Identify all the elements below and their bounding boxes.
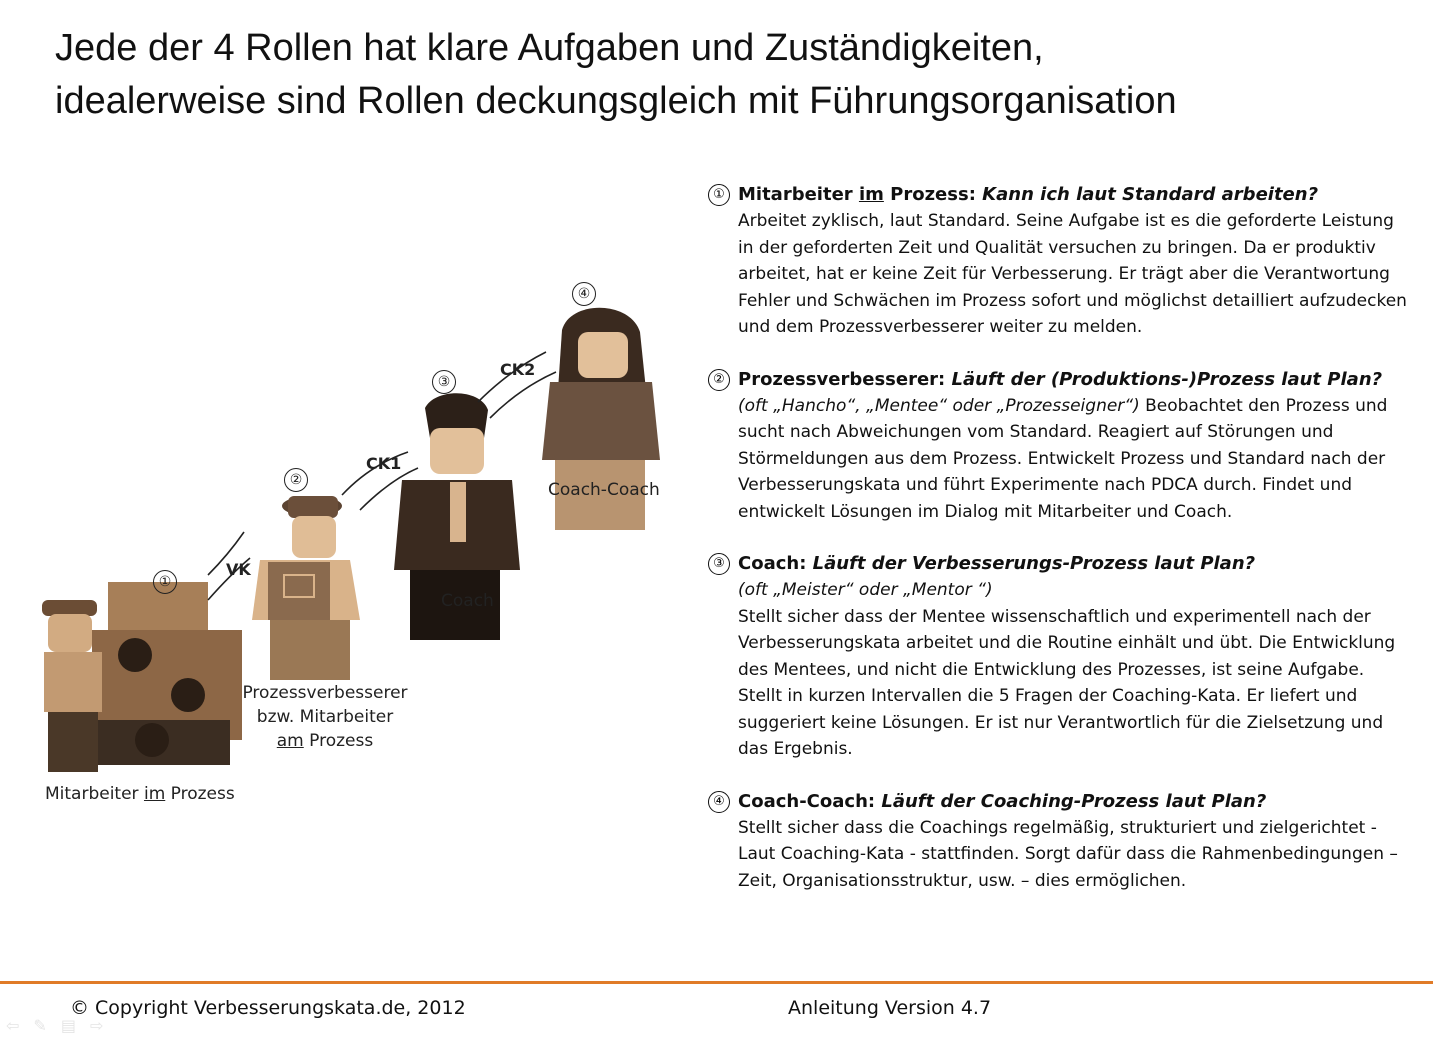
menu-icon[interactable]: ▤ xyxy=(60,1018,76,1035)
figure-number-3: ③ xyxy=(432,370,456,394)
role-heading: Coach-Coach: Läuft der Coaching-Prozess laut Plan? xyxy=(738,790,1267,812)
role-description: Arbeitet zyklisch, laut Standard. Seine Aufgabe ist es die geforderte Leistung in der geforderten Zeit und Qualität versuchen zu bringen. Da er produktiv arbeitet, hat er keine Zeit für Verbesserung. Er trägt aber die Verantwortung Fehler und Schwächen im Prozess sofort und möglichst detailliert aufzudecken und dem Prozessverbesserer weiter zu melden. xyxy=(738,211,1407,337)
title-line-1: Jede der 4 Rollen hat klare Aufgaben und Zuständigkeiten, xyxy=(55,27,1044,69)
figure-number-2: ② xyxy=(284,468,308,492)
prev-arrow-icon[interactable]: ⇦ xyxy=(6,1018,20,1035)
role-item-1 xyxy=(708,182,1413,341)
arrow-label-vk: VK xyxy=(226,560,251,579)
label-worker: Mitarbeiter im Prozess xyxy=(45,784,235,804)
role-number: ④ xyxy=(708,791,730,813)
role-item-3 xyxy=(708,551,1413,763)
figure-process-improver xyxy=(252,496,360,680)
footer-copyright: © Copyright Verbesserungskata.de, 2012 xyxy=(70,997,466,1019)
arrow-label-ck2: CK2 xyxy=(500,360,536,379)
next-arrow-icon[interactable]: ⇨ xyxy=(89,1018,104,1035)
title-line-2: idealerweise sind Rollen deckungsgleich mit Führungsorganisation xyxy=(55,80,1177,122)
label-process-improver: Prozessverbesserer bzw. Mitarbeiter am Prozess xyxy=(242,683,408,751)
role-description: (oft „Meister“ oder „Mentor “) Stellt sicher dass der Mentee wissenschaftlich und experimentell nach der Verbesserungskata arbeitet und die Routine einhält und übt. Die Entwicklung des Mentees, und nicht die Entwicklung des Prozesses, ist seine Aufgabe. Stellt in kurzen Intervallen die 5 Fragen der Coaching-Kata. Er liefert und suggeriert keine Lösungen. Er ist nur Verantwortlich für die Zielsetzung und das Ergebnis. xyxy=(738,580,1396,759)
figure-number-4: ④ xyxy=(572,282,596,306)
role-item-4 xyxy=(708,789,1413,895)
label-coach-coach: Coach-Coach xyxy=(548,480,660,500)
figure-number-1: ① xyxy=(153,570,177,594)
role-description: Stellt sicher dass die Coachings regelmäßig, strukturiert und zielgerichtet - Laut Coaching-Kata - stattfinden. Sorgt dafür dass die Rahmenbedingungen – Zeit, Organisationsstruktur, usw. – dies ermöglichen. xyxy=(738,817,1398,891)
page-title xyxy=(55,22,1415,128)
role-heading: Coach: Läuft der Verbesserungs-Prozess laut Plan? xyxy=(738,553,1256,574)
label-coach: Coach xyxy=(441,591,494,611)
role-heading: Mitarbeiter im Prozess: Kann ich laut Standard arbeiten? xyxy=(738,184,1319,205)
roles-list xyxy=(708,182,1413,920)
role-number: ② xyxy=(708,369,730,391)
pen-icon[interactable]: ✎ xyxy=(33,1018,47,1035)
role-description: (oft „Hancho“, „Mentee“ oder „Prozesseigner“) Beobachtet den Prozess und sucht nach Abweichungen vom Standard. Reagiert auf Störungen und Störmeldungen aus dem Prozess. Entwickelt Prozess und Standard nach der Verbesserungskata und führt Experimente nach PDCA durch. Findet und entwickelt Lösungen im Dialog mit Mitarbeiter und Coach. xyxy=(738,395,1388,522)
footer-divider xyxy=(0,981,1433,984)
role-number: ① xyxy=(708,184,730,206)
figure-worker-machine xyxy=(42,582,242,772)
footer-version: Anleitung Version 4.7 xyxy=(788,997,992,1019)
arrow-label-ck1: CK1 xyxy=(366,454,402,473)
role-item-2 xyxy=(708,367,1413,526)
role-heading: Prozessverbesserer: Läuft der (Produktions-)Prozess laut Plan? xyxy=(738,368,1383,390)
role-number: ③ xyxy=(708,553,730,575)
slide-nav-controls xyxy=(6,1016,103,1036)
